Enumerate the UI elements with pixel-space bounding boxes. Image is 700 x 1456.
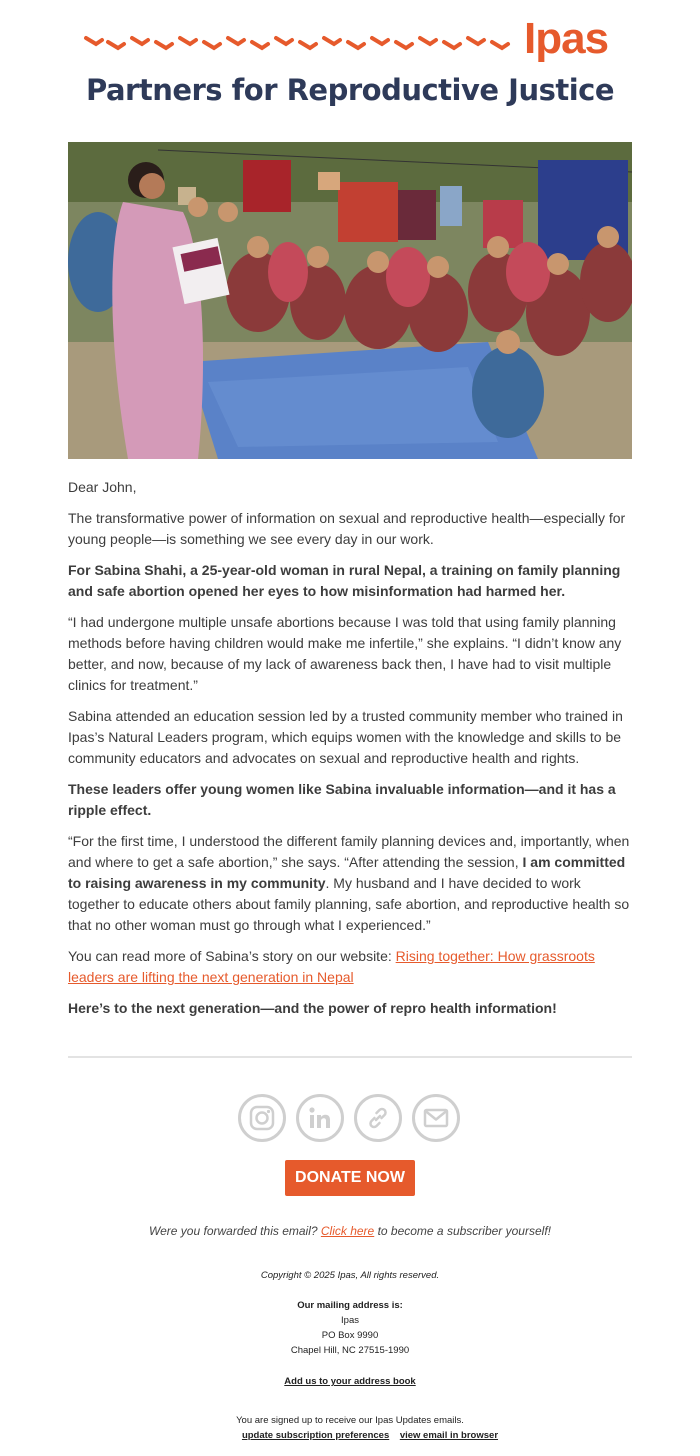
signup-notice: You are signed up to receive our Ipas Updates emails. <box>236 1415 464 1426</box>
paragraph-closing: Here’s to the next generation—and the power of repro health information! <box>68 1000 557 1016</box>
linkedin-button[interactable] <box>296 1094 344 1142</box>
story-link[interactable]: Rising together: How grassroots leaders are lifting the next generation in Nepal <box>68 948 595 985</box>
preferences-link[interactable]: update subscription preferences <box>241 1430 390 1441</box>
link-icon <box>365 1105 391 1131</box>
paragraph-quote-2 <box>68 831 632 936</box>
divider <box>68 1056 632 1058</box>
read-more-text: You can read more of Sabina’s story on our website: <box>68 948 396 964</box>
linkedin-icon <box>307 1105 333 1131</box>
hero-photo <box>68 142 632 459</box>
paragraph-read-more <box>68 946 632 988</box>
subscribe-link[interactable]: Click here <box>320 1224 375 1238</box>
copyright: Copyright © 2025 Ipas, All rights reserved. <box>260 1270 440 1281</box>
greeting: Dear John, <box>68 479 137 495</box>
mailing-address-label: Our mailing address is: <box>297 1300 403 1311</box>
hero-illustration <box>68 142 632 459</box>
email-icon <box>422 1105 450 1131</box>
dash-decoration <box>82 28 522 56</box>
forwarded-text-post: to become a subscriber yourself! <box>374 1224 551 1238</box>
website-link-button[interactable] <box>354 1094 402 1142</box>
paragraph-natural-leaders: Sabina attended an education session led by a trusted community member who trained in Ipas’s Natural Leaders program, which equips women with the knowledge and skills to be community educators and advocates on sexual and reproductive health and rights. <box>68 708 623 766</box>
address-line-1: Ipas <box>341 1315 359 1326</box>
address-book-link[interactable]: Add us to your address book <box>284 1376 416 1387</box>
email-button[interactable] <box>412 1094 460 1142</box>
email-header <box>0 0 700 142</box>
instagram-button[interactable] <box>238 1094 286 1142</box>
email-footer <box>0 1268 700 1443</box>
paragraph-ripple: These leaders offer young women like Sabina invaluable information—and it has a ripple effect. <box>68 781 616 818</box>
paragraph-quote-1: “I had undergone multiple unsafe abortions because I was told that using family planning methods before having children would make me infertile,” she explains. “I didn’t know any better, and now, because of my lack of awareness back then, I have had to visit multiple clinics for treatment.” <box>68 614 622 693</box>
instagram-icon <box>249 1105 275 1131</box>
ipas-logo: Ipas <box>524 14 609 63</box>
paragraph-intro: The transformative power of information on sexual and reproductive health—especially for young people—is something we see every day in our work. <box>68 510 626 547</box>
browser-view-link[interactable]: view email in browser <box>399 1430 499 1441</box>
forwarded-notice <box>0 1224 700 1238</box>
forwarded-text-pre: Were you forwarded this email? <box>149 1224 321 1238</box>
quote-2-bold: I am committed to raising awareness in my community <box>68 854 626 891</box>
social-links <box>238 1094 462 1142</box>
address-line-2: PO Box 9990 <box>321 1330 379 1341</box>
quote-2-end: . My husband and I have decided to work together to educate others about family planning, safe abortion, and reproductive health so that no other woman must go through what I experienced.” <box>68 875 630 933</box>
page-title: Partners for Reproductive Justice <box>85 73 615 107</box>
email-body <box>68 477 632 1029</box>
address-line-3: Chapel Hill, NC 27515-1990 <box>290 1345 410 1356</box>
donate-button[interactable]: DONATE NOW <box>285 1160 415 1196</box>
quote-2-start: “For the first time, I understood the different family planning devices and, importantly, when and where to get a safe abortion,” she says. “After attending the session, <box>68 833 630 870</box>
paragraph-sabina-intro: For Sabina Shahi, a 25-year-old woman in rural Nepal, a training on family planning and safe abortion opened her eyes to how misinformation had harmed her. <box>68 562 621 599</box>
